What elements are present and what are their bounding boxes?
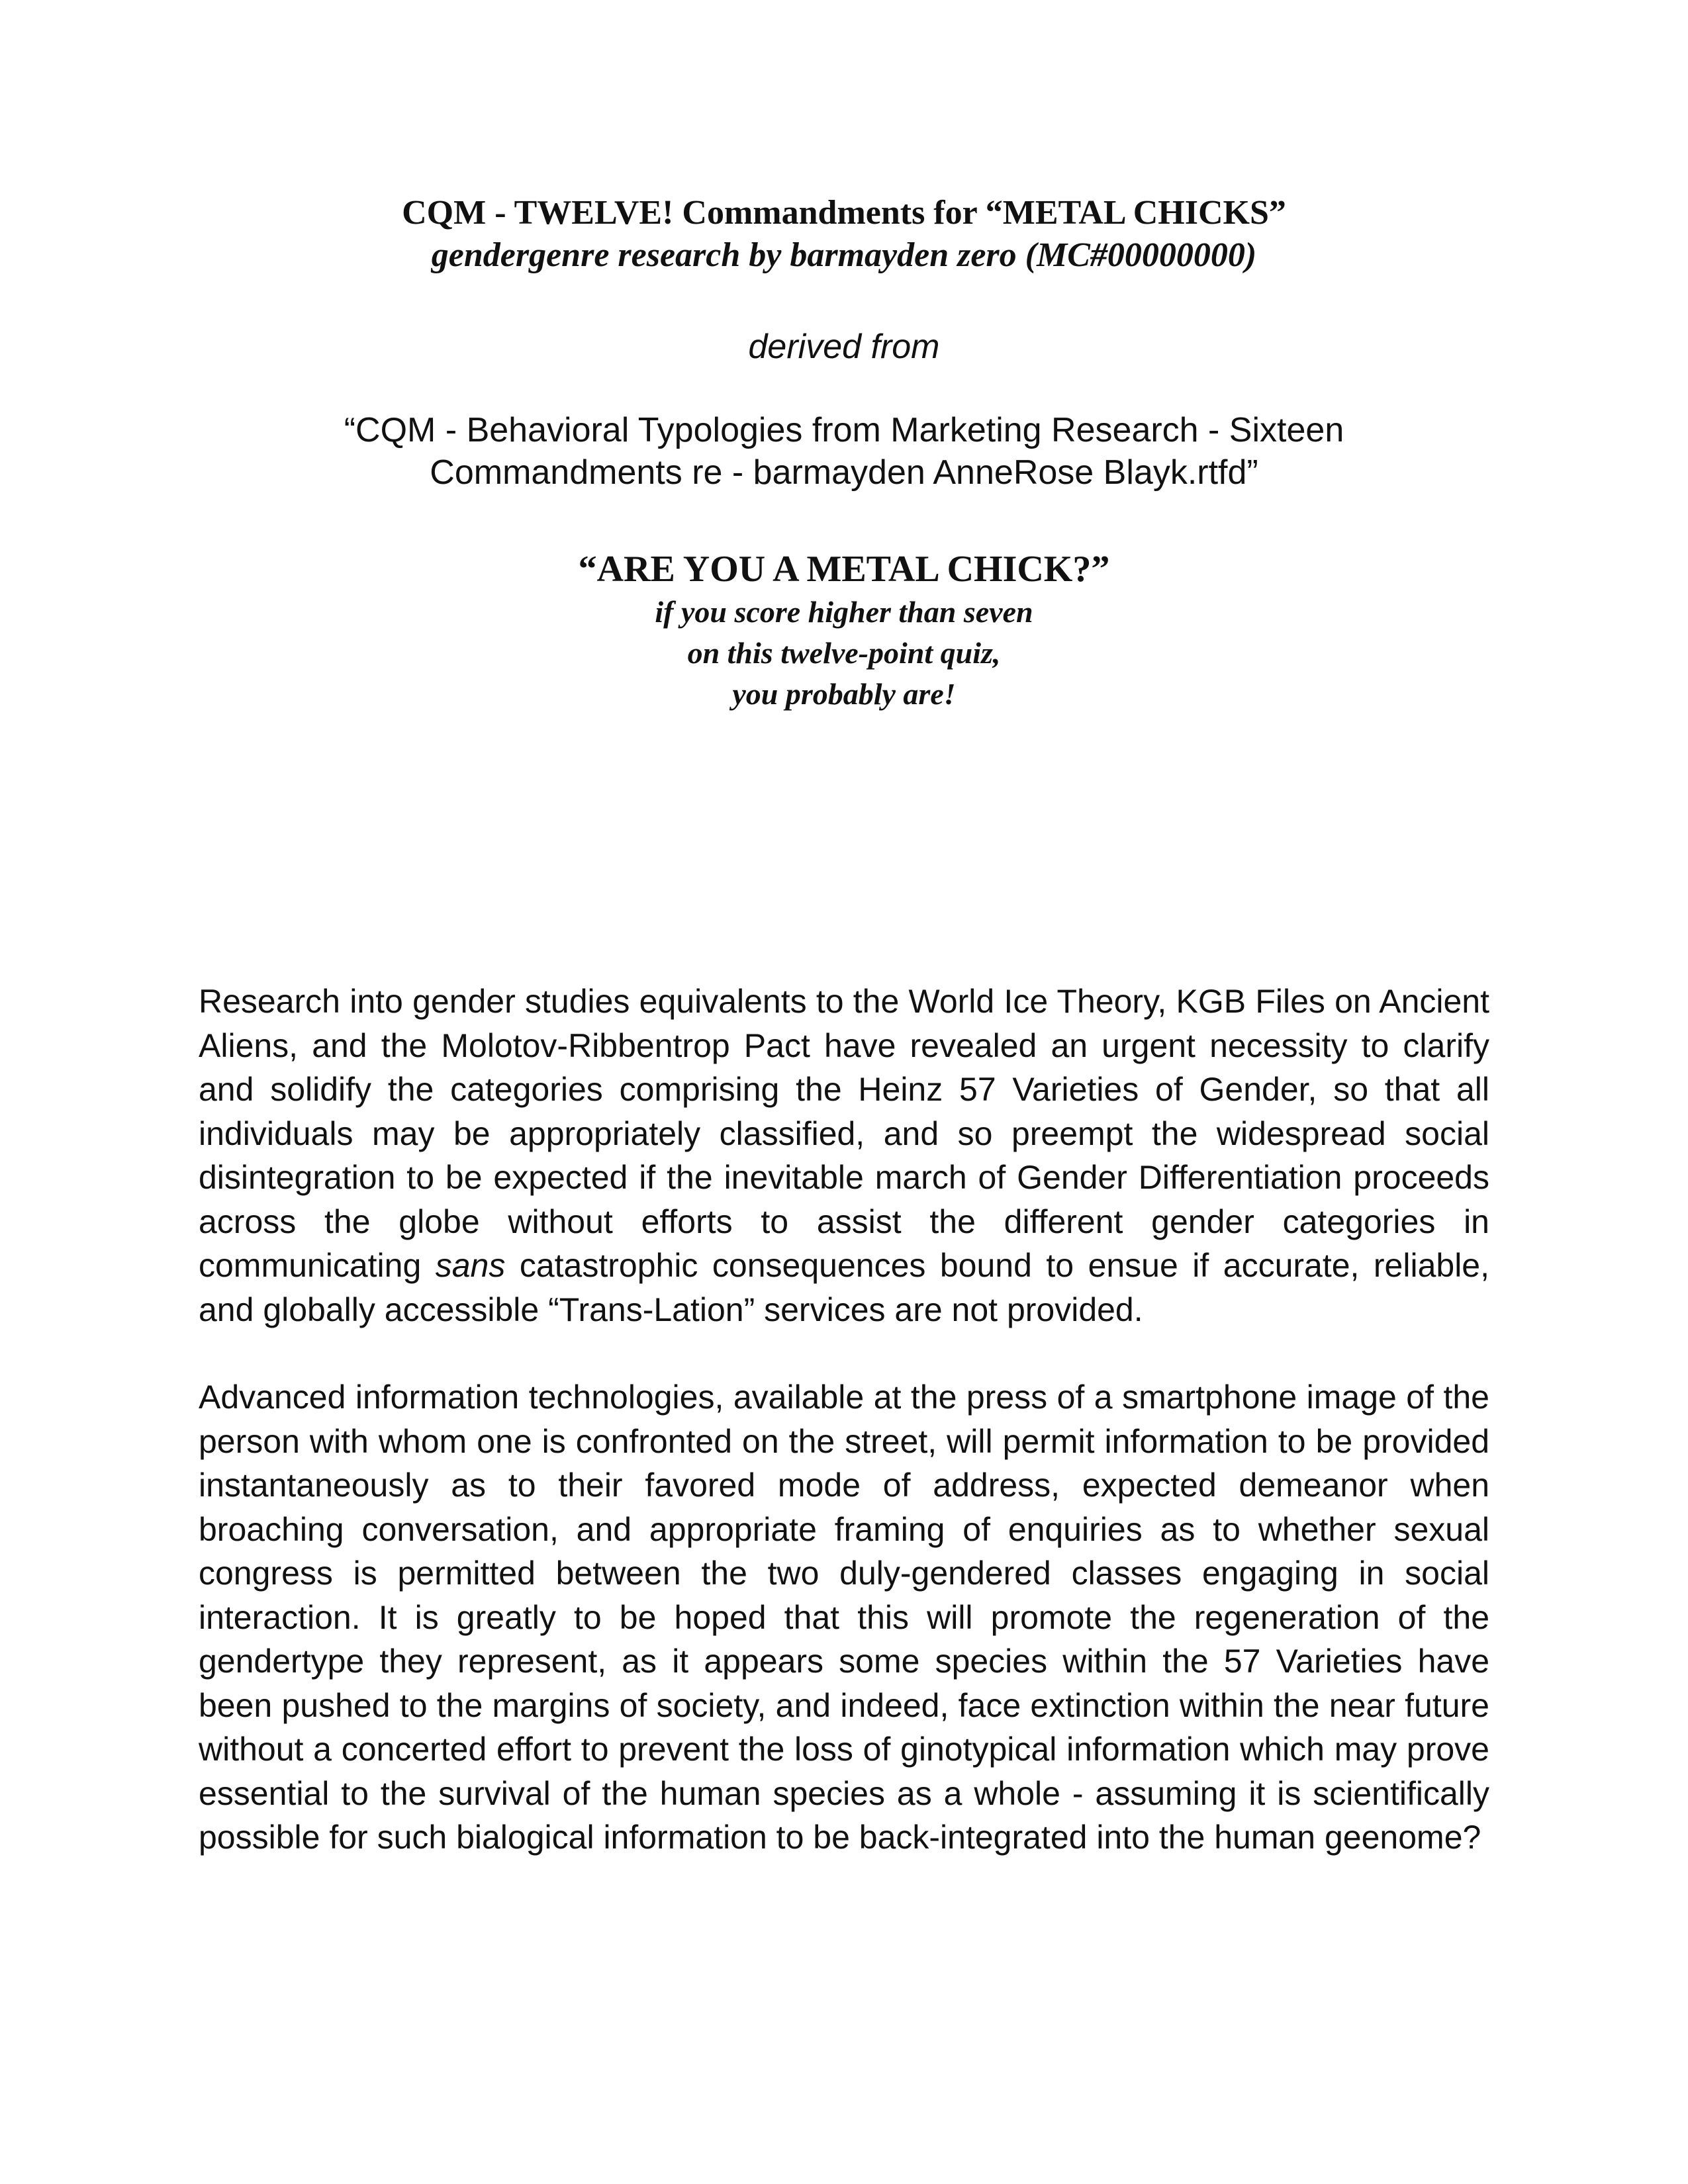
document-header bbox=[199, 192, 1489, 715]
body-paragraph-1 bbox=[199, 979, 1489, 1332]
quiz-title: “ARE YOU A METAL CHICK?” bbox=[578, 549, 1110, 590]
derived-from-label: derived from bbox=[748, 328, 940, 366]
quiz-note-line-3: you probably are! bbox=[732, 677, 956, 711]
source-line-2: Commandments re - barmayden AnneRose Blayk.rtfd” bbox=[430, 453, 1258, 492]
quiz-note bbox=[199, 592, 1489, 715]
source-line-1: “CQM - Behavioral Typologies from Marketing Research - Sixteen bbox=[344, 411, 1344, 449]
paragraph-1-text-end: catastrophic consequences bound to ensue if accurate, reliable, and globally accessible “Trans-Lation” services are not provided. bbox=[199, 1247, 1490, 1328]
source-reference bbox=[199, 409, 1489, 494]
document-body bbox=[199, 979, 1489, 1903]
paragraph-1-text-start: Research into gender studies equivalents to the World Ice Theory, KGB Files on Ancient Aliens, and the Molotov-Ribbentrop Pact have revealed an urgent necessity to clarify and solidify the categories comprising the Heinz 57 Varieties of Gender, so that all individuals may be appropriately classified, and so preempt the widespread social disintegration to be expected if the inevitable march of Gender Differentiation proceeds across the globe without efforts to assist the different gender categories in communicating bbox=[199, 983, 1489, 1284]
quiz-note-line-2: on this twelve-point quiz, bbox=[687, 636, 1001, 670]
body-paragraph-2: Advanced information technologies, available at the press of a smartphone image of the person with whom one is confronted on the street, will permit information to be provided instantaneously as to their favored mode of address, expected demeanor when broaching conversation, and appropriate framing of enquiries as to whether sexual congress is permitted between the two duly-gendered classes engaging in social interaction. It is greatly to be hoped that this will promote the regeneration of the gendertype they represent, as it appears some species within the 57 Varieties have been pushed to the margins of society, and indeed, face extinction within the near future without a concerted effort to prevent the loss of ginotypical information which may prove essential to the survival of the human species as a whole - assuming it is scientifically possible for such bialogical information to be back-integrated into the human geenome? bbox=[199, 1379, 1489, 1856]
paragraph-1-italic-word: sans bbox=[435, 1247, 506, 1284]
document-title: CQM - TWELVE! Commandments for “METAL CHICKS” bbox=[402, 194, 1286, 232]
quiz-note-line-1: if you score higher than seven bbox=[655, 595, 1033, 629]
document-subtitle: gendergenre research by barmayden zero (MC#00000000) bbox=[431, 236, 1257, 274]
